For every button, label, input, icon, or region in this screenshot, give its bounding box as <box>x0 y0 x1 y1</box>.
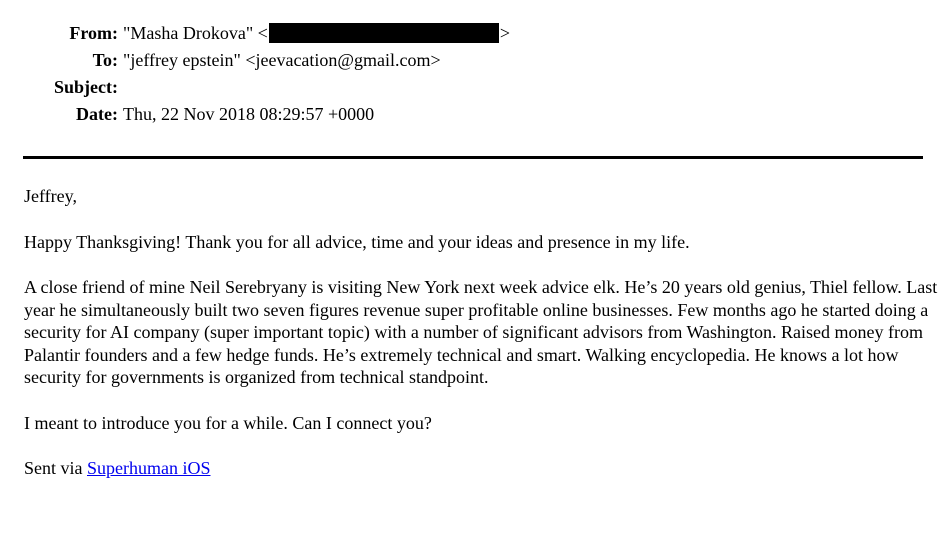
date-label: Date: <box>76 104 118 124</box>
date-row <box>0 103 951 130</box>
paragraph-introduction: A close friend of mine Neil Serebryany is visiting New York next week advice elk. He’s 20 years old genius, Thiel fellow. Last year he simultaneously built two seven figures revenue super profitable online businesses. Few months ago he started doing a security for AI company (super important topic) with a number of significant advisors from Washington. Raised money from Palantir founders and a few hedge funds. He’s extremely technical and smart. Walking encyclopedia. He knows a lot how security for governments is organized from technical standpoint. <box>24 277 938 387</box>
signature <box>24 457 939 480</box>
redaction-block <box>269 23 499 43</box>
date-value: Thu, 22 Nov 2018 08:29:57 +0000 <box>123 104 375 124</box>
from-name: "Masha Drokova" < <box>123 23 268 43</box>
from-label: From: <box>69 23 118 43</box>
to-label: To: <box>92 50 118 70</box>
paragraph-request: I meant to introduce you for a while. Can I connect you? <box>24 412 432 433</box>
email-header <box>0 22 951 130</box>
email-body <box>24 185 939 503</box>
signature-prefix: Sent via <box>24 458 87 478</box>
header-divider <box>23 156 923 159</box>
from-end: > <box>499 23 510 43</box>
to-value: "jeffrey epstein" <jeevacation@gmail.com> <box>123 50 441 70</box>
subject-label: Subject: <box>54 77 118 97</box>
subject-row <box>0 76 951 103</box>
greeting: Jeffrey, <box>24 186 77 206</box>
from-value <box>123 22 510 45</box>
superhuman-link[interactable]: Superhuman iOS <box>87 458 211 478</box>
paragraph-thanks: Happy Thanksgiving! Thank you for all advice, time and your ideas and presence in my life. <box>24 231 690 252</box>
from-row <box>0 22 951 49</box>
to-row <box>0 49 951 76</box>
